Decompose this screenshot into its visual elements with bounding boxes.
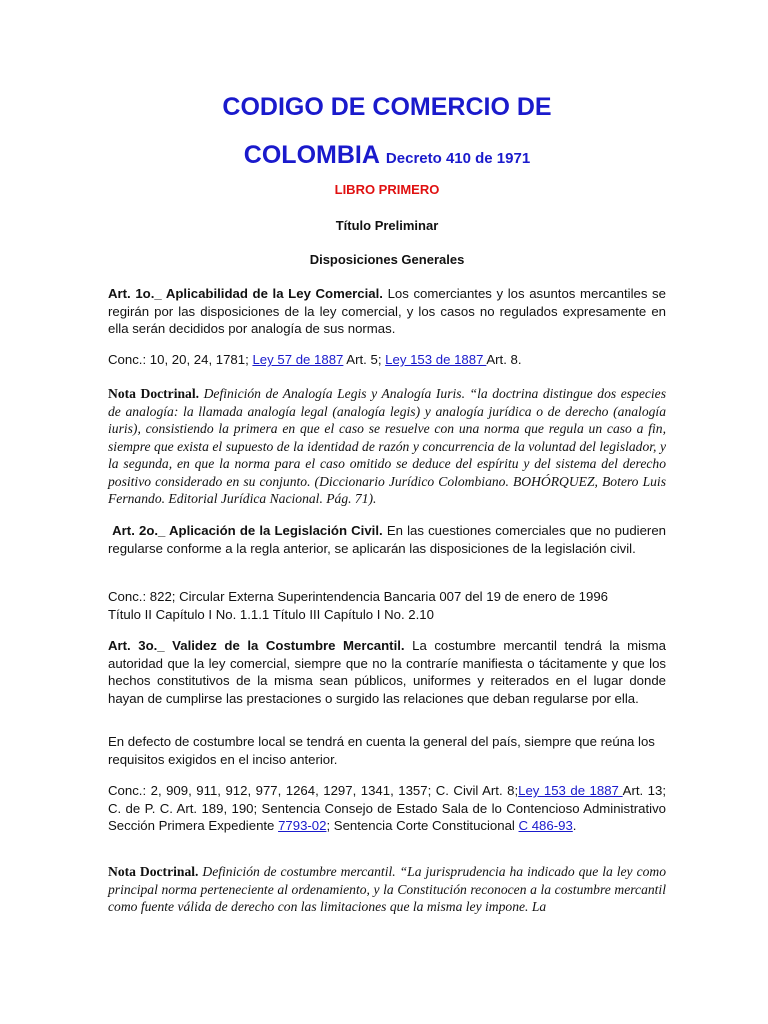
- article-2-text: En las cuestiones comerciales que no pudieren regularse conforme a la regla anterior, se aplicarán las disposiciones de la legislación civil.: [108, 523, 666, 556]
- nota-1-text: Definición de Analogía Legis y Analogía Iuris. “la doctrina distingue dos especies de analogía: la llamada analogía legal (analogía legis) y analogía jurídica o de derecho (analogía iuris), consistiendo la primera en que el caso se resuelve con una norma que regula un caso a fin, siempre que exista el supuesto de la identidad de razón y concurrencia de la voluntad del legislador, y la segunda, en que la norma para el caso omitido se deduce del espíritu y del sistema del derecho positivo considerado en su conjunto. (Diccionario Jurídico Colombiano. BOHÓRQUEZ, Botero Luis Fernando. Editorial Jurídica Nacional. Pág. 71).: [108, 386, 667, 506]
- article-1: [108, 285, 666, 338]
- link-expediente-7793-02[interactable]: 7793-02: [278, 818, 327, 833]
- article-3-heading: Art. 3o._ Validez de la Costumbre Mercantil.: [108, 638, 405, 653]
- link-ley-153-1887-b[interactable]: Ley 153 de 1887: [518, 783, 623, 798]
- libro-heading: LIBRO PRIMERO: [334, 182, 440, 197]
- link-ley-153-1887[interactable]: Ley 153 de 1887: [385, 352, 487, 367]
- concordancias-1: Conc.: 10, 20, 24, 1781; Ley 57 de 1887 Art. 5; Ley 153 de 1887 Art. 8.: [108, 352, 522, 367]
- nota-2-label: Nota Doctrinal.: [108, 864, 199, 879]
- defecto-paragraph: En defecto de costumbre local se tendrá en cuenta la general del país, siempre que reúna los requisitos exigidos en el inciso anterior.: [108, 734, 655, 767]
- link-ley-57-1887[interactable]: Ley 57 de 1887: [252, 352, 344, 367]
- article-3: [108, 637, 666, 707]
- nota-doctrinal-1: [108, 385, 666, 508]
- title-decreto: Decreto 410 de 1971: [385, 150, 531, 167]
- article-2: [108, 522, 666, 557]
- concordancias-2: Conc.: 822; Circular Externa Superintendencia Bancaria 007 del 19 de enero de 1996 Título II Capítulo I No. 1.1.1 Título III Capítulo I No. 2.10: [108, 589, 608, 622]
- article-2-heading: Art. 2o._ Aplicación de la Legislación Civil.: [112, 523, 383, 538]
- title-colombia: COLOMBIA: [243, 141, 379, 169]
- concordancias-3: Conc.: 2, 909, 911, 912, 977, 1264, 1297, 1341, 1357; C. Civil Art. 8;Ley 153 de 1887 Art. 13; C. de P. C. Art. 189, 190; Sentencia Consejo de Estado Sala de lo Contencioso Administrativo Sección Primera Expediente 7793-02; Sentencia Corte Constitucional C 486-93.: [108, 783, 666, 833]
- nota-2-text: Definición de costumbre mercantil. “La jurisprudencia ha indicado que la ley como principal norma perteneciente al ordenamiento, y la Constitución reconocen a la costumbre mercantil como fuente válida de derecho con las limitaciones que la misma ley impone. La: [108, 864, 667, 914]
- article-3-text: La costumbre mercantil tendrá la misma autoridad que la ley comercial, siempre que no la contraríe manifiesta o tácitamente y que los hechos constitutivos de la misma sean públicos, uniformes y reiterados en el lugar donde hayan de cumplirse las prestaciones o surgido las relaciones que deban regularse por ella.: [108, 638, 666, 706]
- article-1-text: Los comerciantes y los asuntos mercantiles se regirán por las disposiciones de la ley comercial, y los casos no regulados expresamente en ella serán decididos por analogía de sus normas.: [108, 286, 666, 336]
- titulo-heading: Título Preliminar: [335, 218, 439, 233]
- article-1-heading: Art. 1o._ Aplicabilidad de la Ley Comercial.: [108, 286, 383, 301]
- nota-1-label: Nota Doctrinal.: [108, 386, 200, 401]
- link-sentencia-c-486-93[interactable]: C 486-93: [518, 818, 573, 833]
- nota-doctrinal-2: [108, 863, 666, 916]
- document-title-line2: [108, 141, 666, 173]
- document-title-line1: CODIGO DE COMERCIO DE: [222, 93, 552, 121]
- disposiciones-heading: Disposiciones Generales: [309, 252, 465, 267]
